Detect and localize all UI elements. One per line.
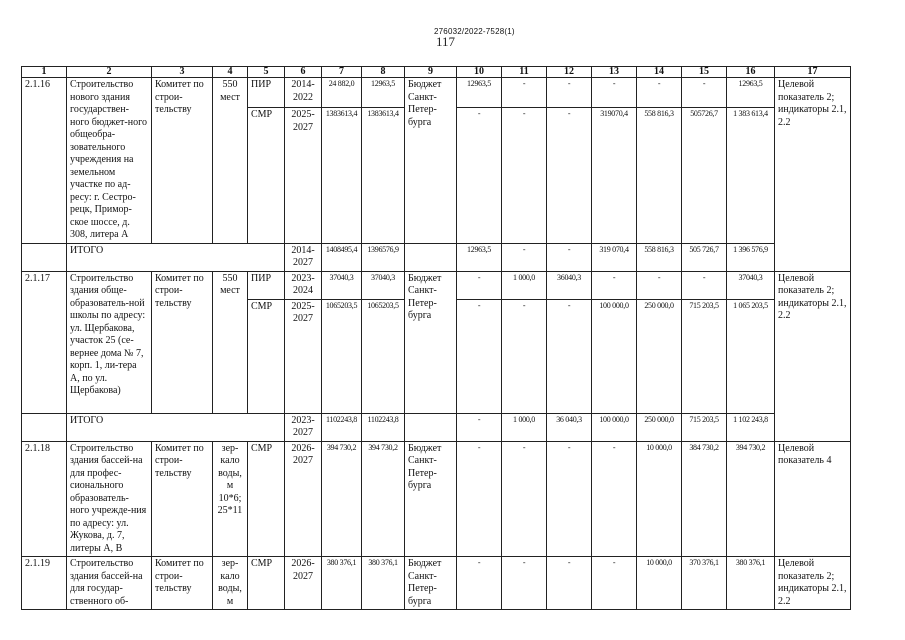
year-total: 394 730,2: [727, 441, 775, 557]
year-value: -: [457, 413, 502, 441]
period: 2025-2027: [285, 108, 322, 243]
year-value: 505726,7: [682, 108, 727, 243]
period: 2014-2022: [285, 78, 322, 108]
total-row: [22, 243, 851, 271]
column-number: 2: [67, 67, 152, 78]
column-number: 9: [405, 67, 457, 78]
year-value: 10 000,0: [637, 557, 682, 610]
year-value: 1 000,0: [502, 271, 547, 299]
customer: Комитет по строи-тельству: [152, 78, 213, 244]
year-value: -: [592, 557, 637, 610]
indicator: Целевой показатель 2; индикаторы 2.1, 2.2: [775, 78, 851, 272]
column-number: 12: [547, 67, 592, 78]
year-value: 12963,5: [457, 78, 502, 108]
cost-limit: 1065203,5: [362, 299, 405, 413]
year-value: 36040,3: [547, 271, 592, 299]
year-value: -: [682, 78, 727, 108]
table-row: [22, 78, 851, 108]
total-label: ИТОГО: [67, 413, 285, 441]
column-number: 7: [322, 67, 362, 78]
year-value: 100 000,0: [592, 413, 637, 441]
period: 2026-2027: [285, 557, 322, 610]
period: 2023-2027: [285, 413, 322, 441]
year-value: -: [637, 271, 682, 299]
indicator: Целевой показатель 2; индикаторы 2.1, 2.2: [775, 557, 851, 610]
year-value: -: [457, 441, 502, 557]
year-total: 1 065 203,5: [727, 299, 775, 413]
total-cost: 1383613,4: [322, 108, 362, 243]
total-cost: 37040,3: [322, 271, 362, 299]
column-number: 10: [457, 67, 502, 78]
column-number: 3: [152, 67, 213, 78]
total-cost: 1408495,4: [322, 243, 362, 271]
cost-limit: 1383613,4: [362, 108, 405, 243]
document-code: 276032/2022-7528(1): [434, 27, 515, 36]
year-value: -: [502, 243, 547, 271]
page-number: 117: [436, 34, 456, 49]
year-value: -: [547, 78, 592, 108]
year-value: -: [547, 557, 592, 610]
total-cost: 1065203,5: [322, 299, 362, 413]
year-value: -: [502, 78, 547, 108]
cost-limit: 380 376,1: [362, 557, 405, 610]
year-value: -: [592, 441, 637, 557]
year-value: -: [502, 557, 547, 610]
row-code: 2.1.18: [22, 441, 67, 557]
capacity: зер-кало воды, м: [213, 557, 248, 610]
capacity: зер-кало воды, м 10*6; 25*11: [213, 441, 248, 557]
cost-limit: 1396576,9: [362, 243, 405, 271]
row-code: 2.1.17: [22, 271, 67, 413]
row-code: 2.1.16: [22, 78, 67, 244]
indicator: Целевой показатель 2; индикаторы 2.1, 2.2: [775, 271, 851, 441]
period: 2026-2027: [285, 441, 322, 557]
year-value: -: [502, 108, 547, 243]
row-code: 2.1.19: [22, 557, 67, 610]
empty-cell: [22, 413, 67, 441]
total-cost: 24 882,0: [322, 78, 362, 108]
year-total: 1 102 243,8: [727, 413, 775, 441]
empty-cell: [405, 243, 457, 271]
year-value: 384 730,2: [682, 441, 727, 557]
year-value: 12963,5: [457, 243, 502, 271]
year-value: -: [592, 78, 637, 108]
period: 2025-2027: [285, 299, 322, 413]
column-number: 16: [727, 67, 775, 78]
funding-source: Бюджет Санкт-Петер-бурга: [405, 557, 457, 610]
period: 2014-2027: [285, 243, 322, 271]
period: 2023-2024: [285, 271, 322, 299]
object-name: Строительство здания обще-образователь-ной школы по адресу: ул. Щербакова, участок 25 (се-вернее дома № 7, корп. 1, ли-тера А, по ул. Щербакова): [67, 271, 152, 413]
customer: Комитет по строи-тельству: [152, 557, 213, 610]
year-value: 1 000,0: [502, 413, 547, 441]
object-name: Строительство здания бассей-на для государ-ственного об-: [67, 557, 152, 610]
year-value: 715 203,5: [682, 299, 727, 413]
work-type: СМР: [248, 557, 285, 610]
total-row: [22, 413, 851, 441]
cost-limit: 37040,3: [362, 271, 405, 299]
work-type: ПИР: [248, 78, 285, 108]
year-value: 319 070,4: [592, 243, 637, 271]
table-row: [22, 441, 851, 557]
funding-source: Бюджет Санкт-Петер-бурга: [405, 78, 457, 244]
total-cost: 380 376,1: [322, 557, 362, 610]
capacity: 550 мест: [213, 78, 248, 244]
total-label: ИТОГО: [67, 243, 285, 271]
year-value: 250 000,0: [637, 299, 682, 413]
year-value: 558 816,3: [637, 243, 682, 271]
year-total: 37040,3: [727, 271, 775, 299]
year-value: -: [637, 78, 682, 108]
column-number: 1: [22, 67, 67, 78]
year-value: -: [682, 271, 727, 299]
funding-source: Бюджет Санкт-Петер-бурга: [405, 441, 457, 557]
table-row: [22, 271, 851, 299]
work-type: СМР: [248, 299, 285, 413]
year-value: -: [547, 299, 592, 413]
program-table: [21, 66, 851, 610]
year-value: -: [547, 108, 592, 243]
column-number: 13: [592, 67, 637, 78]
work-type: СМР: [248, 108, 285, 243]
column-number: 8: [362, 67, 405, 78]
year-value: 250 000,0: [637, 413, 682, 441]
cost-limit: 12963,5: [362, 78, 405, 108]
year-value: 370 376,1: [682, 557, 727, 610]
funding-source: Бюджет Санкт-Петер-бурга: [405, 271, 457, 413]
column-number: 6: [285, 67, 322, 78]
work-type: СМР: [248, 441, 285, 557]
work-type: ПИР: [248, 271, 285, 299]
object-name: Строительство нового здания государствен-ного бюджет-ного общеобра-зовательного учреждения на земельном участке по ад-ресу: г. Сестро-рецк, Примор-ское шоссе, д. 308, литера А: [67, 78, 152, 244]
year-value: -: [457, 299, 502, 413]
column-number: 4: [213, 67, 248, 78]
capacity: 550 мест: [213, 271, 248, 413]
cost-limit: 1102243,8: [362, 413, 405, 441]
year-value: 36 040,3: [547, 413, 592, 441]
year-value: 715 203,5: [682, 413, 727, 441]
year-value: -: [457, 108, 502, 243]
year-value: -: [592, 271, 637, 299]
year-value: 558 816,3: [637, 108, 682, 243]
year-value: 10 000,0: [637, 441, 682, 557]
table-row: [22, 557, 851, 610]
year-value: 505 726,7: [682, 243, 727, 271]
year-total: 12963,5: [727, 78, 775, 108]
object-name: Строительство здания бассей-на для профес-сионального образователь-ного учрежде-ния по адресу: ул. Жукова, д. 7, литеры А, В: [67, 441, 152, 557]
year-value: -: [502, 441, 547, 557]
indicator: Целевой показатель 4: [775, 441, 851, 557]
year-value: -: [547, 441, 592, 557]
year-value: -: [502, 299, 547, 413]
year-total: 1 396 576,9: [727, 243, 775, 271]
empty-cell: [22, 243, 67, 271]
column-number: 14: [637, 67, 682, 78]
column-number: 17: [775, 67, 851, 78]
year-value: 319070,4: [592, 108, 637, 243]
year-value: -: [457, 557, 502, 610]
total-cost: 394 730,2: [322, 441, 362, 557]
year-value: -: [457, 271, 502, 299]
column-number: 11: [502, 67, 547, 78]
column-number: 5: [248, 67, 285, 78]
year-value: 100 000,0: [592, 299, 637, 413]
year-value: -: [547, 243, 592, 271]
customer: Комитет по строи-тельству: [152, 271, 213, 413]
column-number-row: [22, 67, 851, 78]
total-cost: 1102243,8: [322, 413, 362, 441]
year-total: 1 383 613,4: [727, 108, 775, 243]
year-total: 380 376,1: [727, 557, 775, 610]
empty-cell: [405, 413, 457, 441]
cost-limit: 394 730,2: [362, 441, 405, 557]
column-number: 15: [682, 67, 727, 78]
customer: Комитет по строи-тельству: [152, 441, 213, 557]
